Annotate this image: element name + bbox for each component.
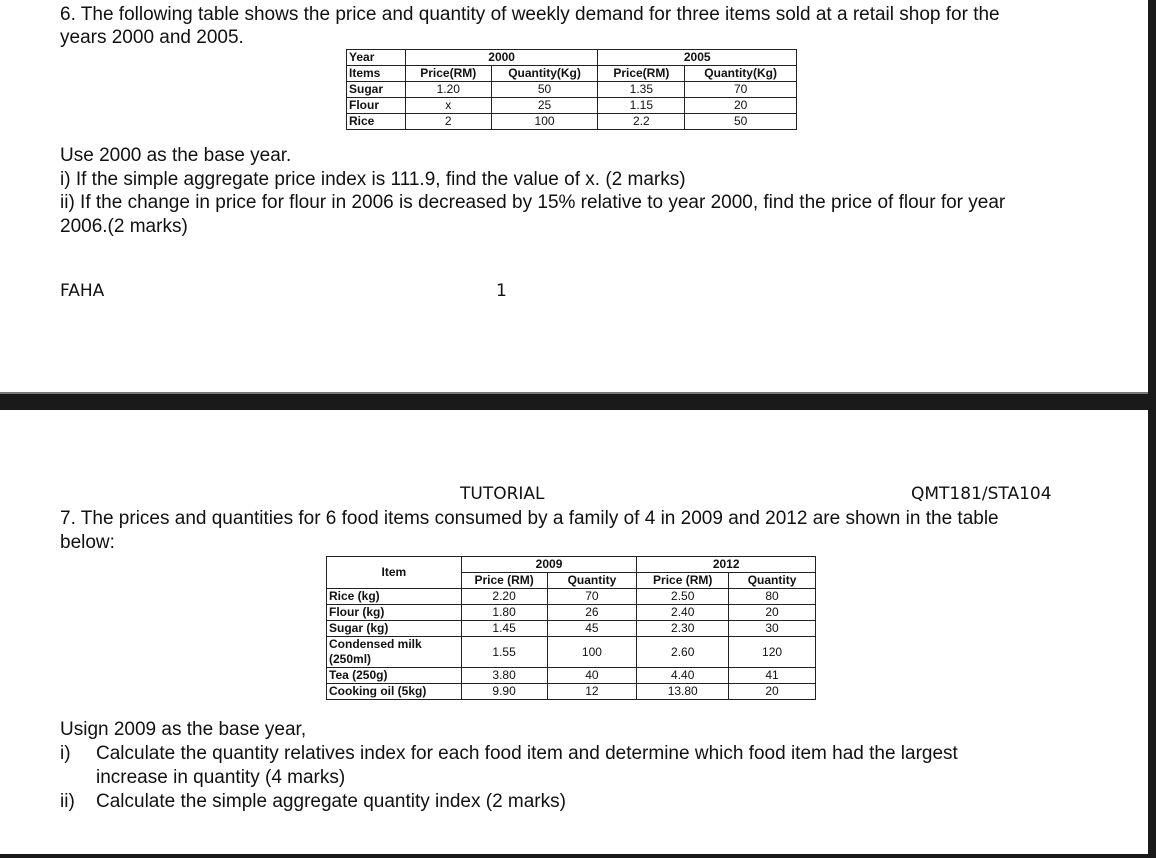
q7-qty-cell: 40	[547, 668, 637, 684]
q6-base-year: Use 2000 as the base year.	[60, 145, 292, 166]
q7-year-2012: 2012	[637, 557, 816, 573]
bottom-edge	[0, 854, 1148, 858]
q6-price-cell: 1.20	[405, 82, 491, 98]
q7-qty-cell: 45	[547, 621, 637, 637]
q7-price-cell: 2.20	[461, 589, 547, 605]
q7-item-cell: Tea (250g)	[327, 668, 462, 684]
q6-price-header-2000: Price(RM)	[405, 66, 491, 82]
q7-price-cell: 2.60	[637, 637, 729, 668]
table-row	[347, 98, 797, 114]
q7-price-cell: 1.80	[461, 605, 547, 621]
q7-price-cell: 1.55	[461, 637, 547, 668]
q7-table	[326, 556, 816, 700]
q7-qty-cell: 80	[729, 589, 816, 605]
page-separator-line	[0, 392, 1148, 394]
q7-qty-cell: 26	[547, 605, 637, 621]
q7-item-cell	[327, 637, 462, 668]
q6-qty-cell: 50	[685, 114, 797, 130]
q6-part-ii-line1: ii) If the change in price for flour in 2006 is decreased by 15% relative to year 2000, find the price of flour for year	[60, 192, 1006, 213]
q7-price-cell: 4.40	[637, 668, 729, 684]
q7-part-i-line2: increase in quantity (4 marks)	[96, 767, 346, 788]
table-row	[327, 589, 816, 605]
q6-item-cell: Flour	[347, 98, 406, 114]
q7-year-2009: 2009	[461, 557, 637, 573]
q6-year-label: Year	[347, 50, 406, 66]
q7-item-label: Item	[327, 557, 462, 589]
q7-price-cell: 13.80	[637, 684, 729, 700]
page-number: 1	[496, 281, 507, 301]
q7-qty-cell: 100	[547, 637, 637, 668]
q6-item-cell: Sugar	[347, 82, 406, 98]
table-row	[327, 684, 816, 700]
table-row	[347, 82, 797, 98]
q7-price-cell: 3.80	[461, 668, 547, 684]
q7-price-header-2009: Price (RM)	[461, 573, 547, 589]
q7-qty-cell: 12	[547, 684, 637, 700]
q7-price-cell: 2.50	[637, 589, 729, 605]
q7-item-cell: Rice (kg)	[327, 589, 462, 605]
q6-price-cell: 2	[405, 114, 491, 130]
q6-table	[346, 49, 797, 130]
header-tutorial: TUTORIAL	[460, 484, 545, 504]
table-row	[327, 605, 816, 621]
q7-qty-cell: 70	[547, 589, 637, 605]
q7-item-cell: Cooking oil (5kg)	[327, 684, 462, 700]
q6-qty-header-2000: Quantity(Kg)	[491, 66, 598, 82]
q7-qty-cell: 120	[729, 637, 816, 668]
table-row	[327, 621, 816, 637]
q6-part-ii-line2: 2006.(2 marks)	[60, 216, 188, 237]
q6-price-cell: x	[405, 98, 491, 114]
q6-qty-header-2005: Quantity(Kg)	[685, 66, 797, 82]
q7-item-size: (250ml)	[329, 652, 372, 666]
q6-price-cell: 2.2	[598, 114, 685, 130]
q7-price-cell: 2.40	[637, 605, 729, 621]
q6-item-cell: Rice	[347, 114, 406, 130]
q7-item-name: Condensed milk	[329, 637, 422, 651]
q6-qty-cell: 25	[491, 98, 598, 114]
q6-price-header-2005: Price(RM)	[598, 66, 685, 82]
table-row	[327, 637, 816, 668]
q7-part-ii-number: ii)	[60, 791, 75, 812]
q7-part-i-number: i)	[60, 743, 71, 764]
q7-text-line2: below:	[60, 532, 115, 553]
q7-price-cell: 9.90	[461, 684, 547, 700]
q7-text-line1: 7. The prices and quantities for 6 food items consumed by a family of 4 in 2009 and 2012 are shown in the table	[60, 508, 999, 529]
header-course-code: QMT181/STA104	[911, 484, 1052, 504]
footer-author: FAHA	[60, 281, 105, 301]
q6-qty-cell: 20	[685, 98, 797, 114]
q7-qty-cell: 20	[729, 605, 816, 621]
q7-item-cell: Flour (kg)	[327, 605, 462, 621]
table-row	[327, 668, 816, 684]
q6-qty-cell: 50	[491, 82, 598, 98]
right-edge	[1148, 0, 1156, 858]
q7-base-year: Usign 2009 as the base year,	[60, 719, 307, 740]
q6-price-cell: 1.15	[598, 98, 685, 114]
q6-year-2005: 2005	[598, 50, 797, 66]
q6-year-2000: 2000	[405, 50, 598, 66]
q7-price-header-2012: Price (RM)	[637, 573, 729, 589]
page-separator	[0, 392, 1148, 410]
q6-qty-cell: 100	[491, 114, 598, 130]
q6-text-line2: years 2000 and 2005.	[60, 27, 244, 48]
q6-price-cell: 1.35	[598, 82, 685, 98]
q6-text-line1: 6. The following table shows the price and quantity of weekly demand for three items sold at a retail shop for the	[60, 4, 1000, 25]
q7-price-cell: 2.30	[637, 621, 729, 637]
q7-qty-cell: 41	[729, 668, 816, 684]
q7-qty-header-2009: Quantity	[547, 573, 637, 589]
q7-qty-cell: 20	[729, 684, 816, 700]
q7-qty-header-2012: Quantity	[729, 573, 816, 589]
q6-part-i: i) If the simple aggregate price index is 111.9, find the value of x. (2 marks)	[60, 169, 686, 190]
table-row	[347, 114, 797, 130]
q7-part-i-line1: Calculate the quantity relatives index for each food item and determine which food item had the largest	[96, 743, 958, 764]
q7-price-cell: 1.45	[461, 621, 547, 637]
q7-item-cell: Sugar (kg)	[327, 621, 462, 637]
q7-qty-cell: 30	[729, 621, 816, 637]
q6-qty-cell: 70	[685, 82, 797, 98]
q6-items-label: Items	[347, 66, 406, 82]
q7-part-ii: Calculate the simple aggregate quantity index (2 marks)	[96, 791, 566, 812]
